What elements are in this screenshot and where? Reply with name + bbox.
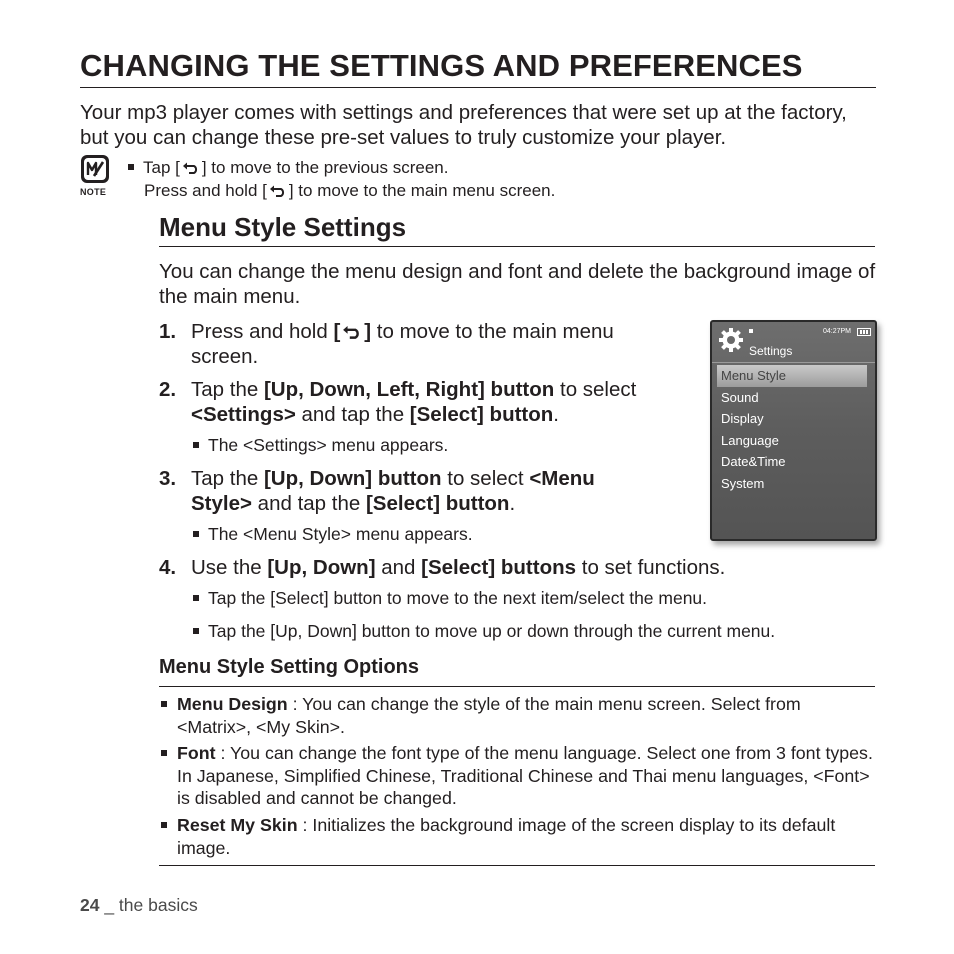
step-2: 2. Tap the [Up, Down, Left, Right] button to select <Settings> and tap the [Select] button. [159, 378, 637, 426]
note-line-2: Press and hold [ ] to move to the main menu screen. [144, 180, 556, 200]
step-4-bullet-2: Tap the [Up, Down] button to move up or down through the current menu. [193, 620, 775, 642]
page-intro: Your mp3 player comes with settings and preferences that were set up at the factory, but you can change these pre-set values to truly customize your player. [80, 101, 847, 149]
menu-item-language[interactable]: Language [721, 432, 779, 448]
page-footer: 24 _ the basics [80, 895, 198, 915]
step-4: 4. Use the [Up, Down] and [Select] buttons to set functions. [159, 556, 726, 579]
note-pencil-icon [80, 154, 110, 184]
device-screen [710, 320, 877, 541]
menu-item-menu-style[interactable]: Menu Style [717, 365, 867, 387]
device-clock: 04:27PM [823, 328, 852, 335]
bullet-square [161, 701, 167, 707]
device-header [712, 322, 875, 363]
section-title: Menu Style Settings [159, 212, 875, 247]
bullet-square [161, 750, 167, 756]
device-title: Settings [749, 344, 793, 358]
note-line-1: Tap [ ] to move to the previous screen. [128, 157, 555, 180]
option-item-reset-my-skin: Reset My Skin : Initializes the background image of the screen display to its default image. [159, 814, 875, 859]
bullet-square [193, 442, 199, 448]
menu-item-sound[interactable]: Sound [721, 389, 759, 405]
step-3: 3. Tap the [Up, Down] button to select <Menu Style> and tap the [Select] button. [159, 467, 595, 515]
status-dot [749, 329, 753, 333]
back-arrow-icon [342, 324, 362, 339]
bullet-square [128, 164, 134, 170]
menu-item-system[interactable]: System [721, 475, 765, 491]
back-arrow-icon [182, 161, 200, 174]
section-intro: You can change the menu design and font and delete the background image of the main menu. [159, 260, 876, 308]
battery-icon [857, 328, 871, 336]
option-item-font: Font : You can change the font type of the menu language. Select one from 3 font types. In Japanese, Simplified Chinese, Traditional Chinese and Thai menu languages, <Font> is disabled and cannot be changed. [159, 742, 875, 810]
menu-item-date-time[interactable]: Date&Time [721, 454, 786, 469]
page-title: CHANGING THE SETTINGS AND PREFERENCES [80, 48, 876, 88]
device-menu [717, 365, 867, 494]
gear-icon [718, 327, 744, 353]
step-2-bullet: The <Settings> menu appears. [193, 434, 448, 456]
option-item-menu-design: Menu Design : You can change the style of the main menu screen. Select from <Matrix>, <My Skin>. [159, 693, 875, 738]
bullet-square [193, 531, 199, 537]
options-title: Menu Style Setting Options [159, 655, 875, 687]
bullet-square [161, 822, 167, 828]
step-3-bullet: The <Menu Style> menu appears. [193, 523, 473, 545]
step-1: 1. Press and hold [ ] to move to the main menu screen. [159, 320, 614, 368]
note-text [128, 157, 555, 202]
bullet-square [193, 595, 199, 601]
bullet-square [193, 628, 199, 634]
menu-item-display[interactable]: Display [721, 411, 764, 426]
step-4-bullet-1: Tap the [Select] button to move to the next item/select the menu. [193, 587, 707, 609]
page-number: 24 [80, 895, 100, 915]
back-arrow-icon [269, 184, 287, 197]
options-divider [159, 865, 875, 866]
options-list [159, 693, 875, 863]
note-label: NOTE [80, 187, 107, 197]
